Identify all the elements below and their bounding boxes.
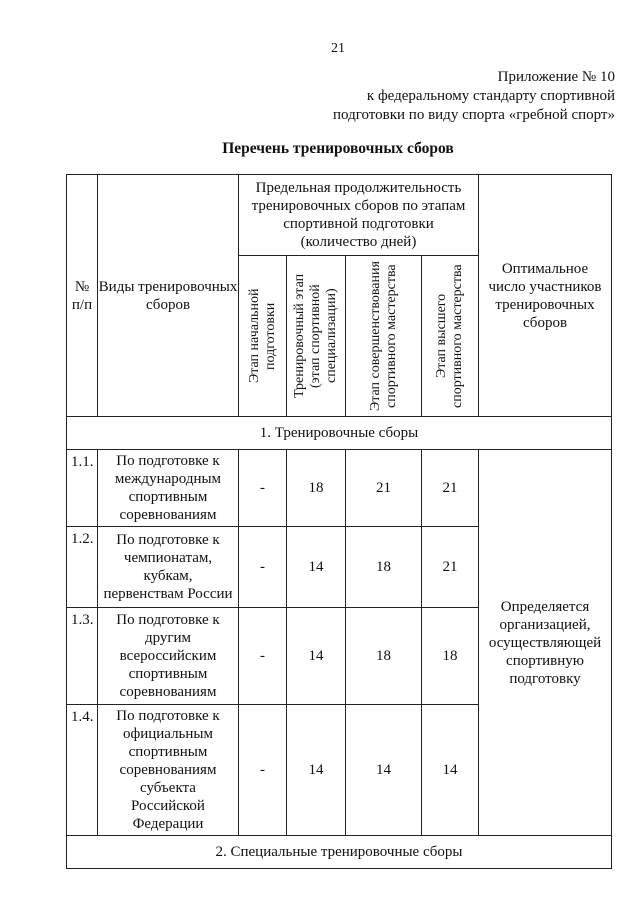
row-name: По подготовке к официальным спортивным соревнованиям субъекта Российской Федерации — [98, 705, 239, 836]
document-title: Перечень тренировочных сборов — [222, 140, 454, 157]
cell-improvement: 21 — [346, 450, 422, 527]
row-name: По подготовке к международным спортивным соревнованиям — [98, 450, 239, 527]
row-name: По подготовке к чемпионатам, кубкам, первенствам России — [98, 527, 239, 608]
table-row — [67, 450, 612, 527]
trainings-table — [66, 174, 612, 869]
appendix-header — [295, 68, 615, 125]
header-number: № п/п — [67, 175, 98, 417]
header-duration-group: Предельная продолжительность тренировочных сборов по этапам спортивной подготовки (количество дней) — [239, 175, 479, 256]
header-stage-initial-cell — [239, 256, 287, 417]
cell-initial: - — [239, 705, 287, 836]
cell-improvement: 18 — [346, 527, 422, 608]
appendix-line-3: подготовки по виду спорта «гребной спорт» — [332, 107, 615, 123]
row-name: По подготовке к другим всероссийским спортивным соревнованиям — [98, 608, 239, 705]
header-stage-training-cell — [287, 256, 346, 417]
optimal-participants-note: Определяется организацией, осуществляющей спортивную подготовку — [479, 450, 612, 836]
cell-initial: - — [239, 450, 287, 527]
appendix-line-2: к федеральному стандарту спортивной — [366, 88, 615, 104]
header-stage-higher: Этап высшего спортивного мастерства — [434, 264, 465, 408]
page-number: 21 — [331, 41, 345, 56]
row-number: 1.2. — [67, 527, 98, 608]
cell-training: 14 — [287, 527, 346, 608]
cell-higher: 21 — [422, 450, 479, 527]
cell-training: 18 — [287, 450, 346, 527]
row-number: 1.3. — [67, 608, 98, 705]
header-stage-initial: Этап начальной подготовки — [246, 288, 278, 384]
cell-training: 14 — [287, 608, 346, 705]
cell-higher: 14 — [422, 705, 479, 836]
row-number: 1.1. — [67, 450, 98, 527]
header-kinds: Виды тренировочных сборов — [98, 175, 239, 417]
section-heading-special-trainings: 2. Специальные тренировочные сборы — [67, 836, 612, 869]
header-optimal: Оптимальное число участников тренировочных сборов — [479, 175, 612, 417]
cell-initial: - — [239, 608, 287, 705]
appendix-line-1: Приложение № 10 — [497, 69, 615, 85]
cell-higher: 18 — [422, 608, 479, 705]
header-stage-improvement-cell — [346, 256, 422, 417]
header-stage-improvement: Этап совершенствования спортивного мастерства — [367, 261, 399, 411]
header-stage-higher-cell — [422, 256, 479, 417]
header-stage-training: Тренировочный этап (этап спортивной специализации) — [292, 273, 339, 399]
row-number: 1.4. — [67, 705, 98, 836]
cell-improvement: 14 — [346, 705, 422, 836]
cell-improvement: 18 — [346, 608, 422, 705]
cell-initial: - — [239, 527, 287, 608]
cell-higher: 21 — [422, 527, 479, 608]
cell-training: 14 — [287, 705, 346, 836]
section-heading-trainings: 1. Тренировочные сборы — [67, 417, 612, 450]
